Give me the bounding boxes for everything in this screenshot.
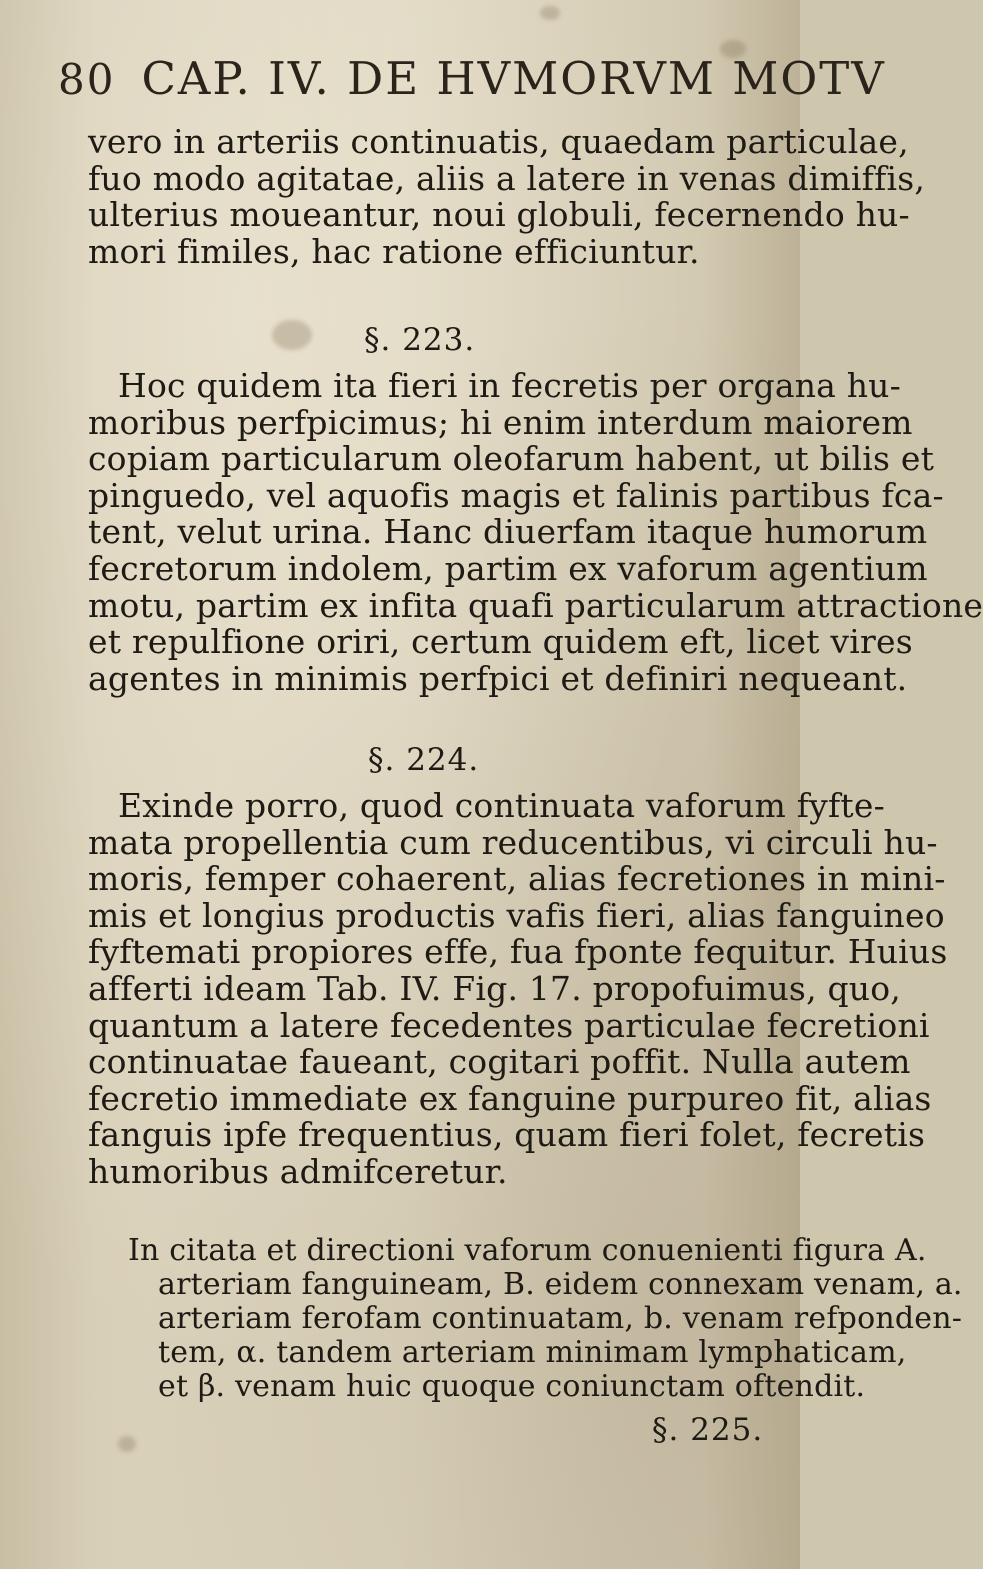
section-223-paragraph xyxy=(88,366,983,698)
paper-stain xyxy=(272,320,312,350)
page-number: 80 xyxy=(58,55,116,104)
paper-stain xyxy=(118,1436,136,1452)
text-line: Exinde porro, quod continuata vaforum fyfte- xyxy=(118,786,885,825)
text-line: fecretio immediate ex fanguine purpureo fit, alias xyxy=(88,1078,932,1118)
text-line: et β. venam huic quoque coniunctam oftendit. xyxy=(158,1369,866,1404)
figure-note xyxy=(128,1233,963,1404)
text-line: pinguedo, vel aquofis magis et falinis partibus fca- xyxy=(88,475,944,515)
section-224-paragraph xyxy=(88,786,948,1191)
text-line: Hoc quidem ita fieri in fecretis per organa hu- xyxy=(118,366,901,405)
text-line: mata propellentia cum reducentibus, vi circuli hu- xyxy=(88,822,938,862)
text-line: agentes in minimis perfpici et definiri nequeant. xyxy=(88,658,908,698)
text-line: mis et longius productis vafis fieri, alias fanguineo xyxy=(88,895,945,935)
text-line: humoribus admifceretur. xyxy=(88,1151,508,1191)
text-line: afferti ideam Tab. IV. Fig. 17. propofuimus, quo, xyxy=(88,968,901,1008)
text-line: et repulfione oriri, certum quidem eft, licet vires xyxy=(88,622,913,662)
text-line: motu, partim ex infita quafi particularum attractione xyxy=(88,585,983,625)
text-line: In citata et directioni vaforum conuenienti figura A. xyxy=(128,1233,927,1268)
running-title: CAP. IV. DE HVMORVM MOTV xyxy=(141,52,886,105)
text-line: continuatae faueant, cogitari poffit. Nulla autem xyxy=(88,1042,911,1082)
text-line: mori fimiles, hac ratione efficiuntur. xyxy=(88,231,700,271)
text-line: fanguis ipfe frequentius, quam fieri folet, fecretis xyxy=(88,1115,926,1155)
text-line: fecretorum indolem, partim ex vaforum agentium xyxy=(88,548,928,588)
text-line: tent, velut urina. Hanc diuerfam itaque humorum xyxy=(88,512,928,552)
text-line: ulterius moueantur, noui globuli, fecernendo hu- xyxy=(88,195,910,235)
intro-paragraph xyxy=(88,122,926,271)
text-line: fuo modo agitatae, aliis a latere in venas dimiffis, xyxy=(88,158,926,198)
text-line: moris, femper cohaerent, alias fecretiones in mini- xyxy=(88,859,946,899)
section-heading-223: §. 223. xyxy=(364,322,476,358)
text-line: vero in arteriis continuatis, quaedam particulae, xyxy=(88,122,909,161)
running-header xyxy=(58,52,886,105)
catchword: §. 225. xyxy=(652,1412,764,1448)
text-line: copiam particularum oleofarum habent, ut bilis et xyxy=(88,439,935,479)
text-line: tem, α. tandem arteriam minimam lymphaticam, xyxy=(158,1335,907,1370)
text-line: arteriam ferofam continuatam, b. venam refponden- xyxy=(158,1301,963,1336)
paper-stain xyxy=(540,6,560,20)
text-line: arteriam fanguineam, B. eidem connexam venam, a. xyxy=(158,1267,963,1302)
section-heading-224: §. 224. xyxy=(368,742,480,778)
text-line: fyftemati propiores effe, fua fponte fequitur. Huius xyxy=(88,932,948,972)
text-line: quantum a latere fecedentes particulae fecretioni xyxy=(88,1005,930,1045)
text-line: moribus perfpicimus; hi enim interdum maiorem xyxy=(88,402,913,442)
